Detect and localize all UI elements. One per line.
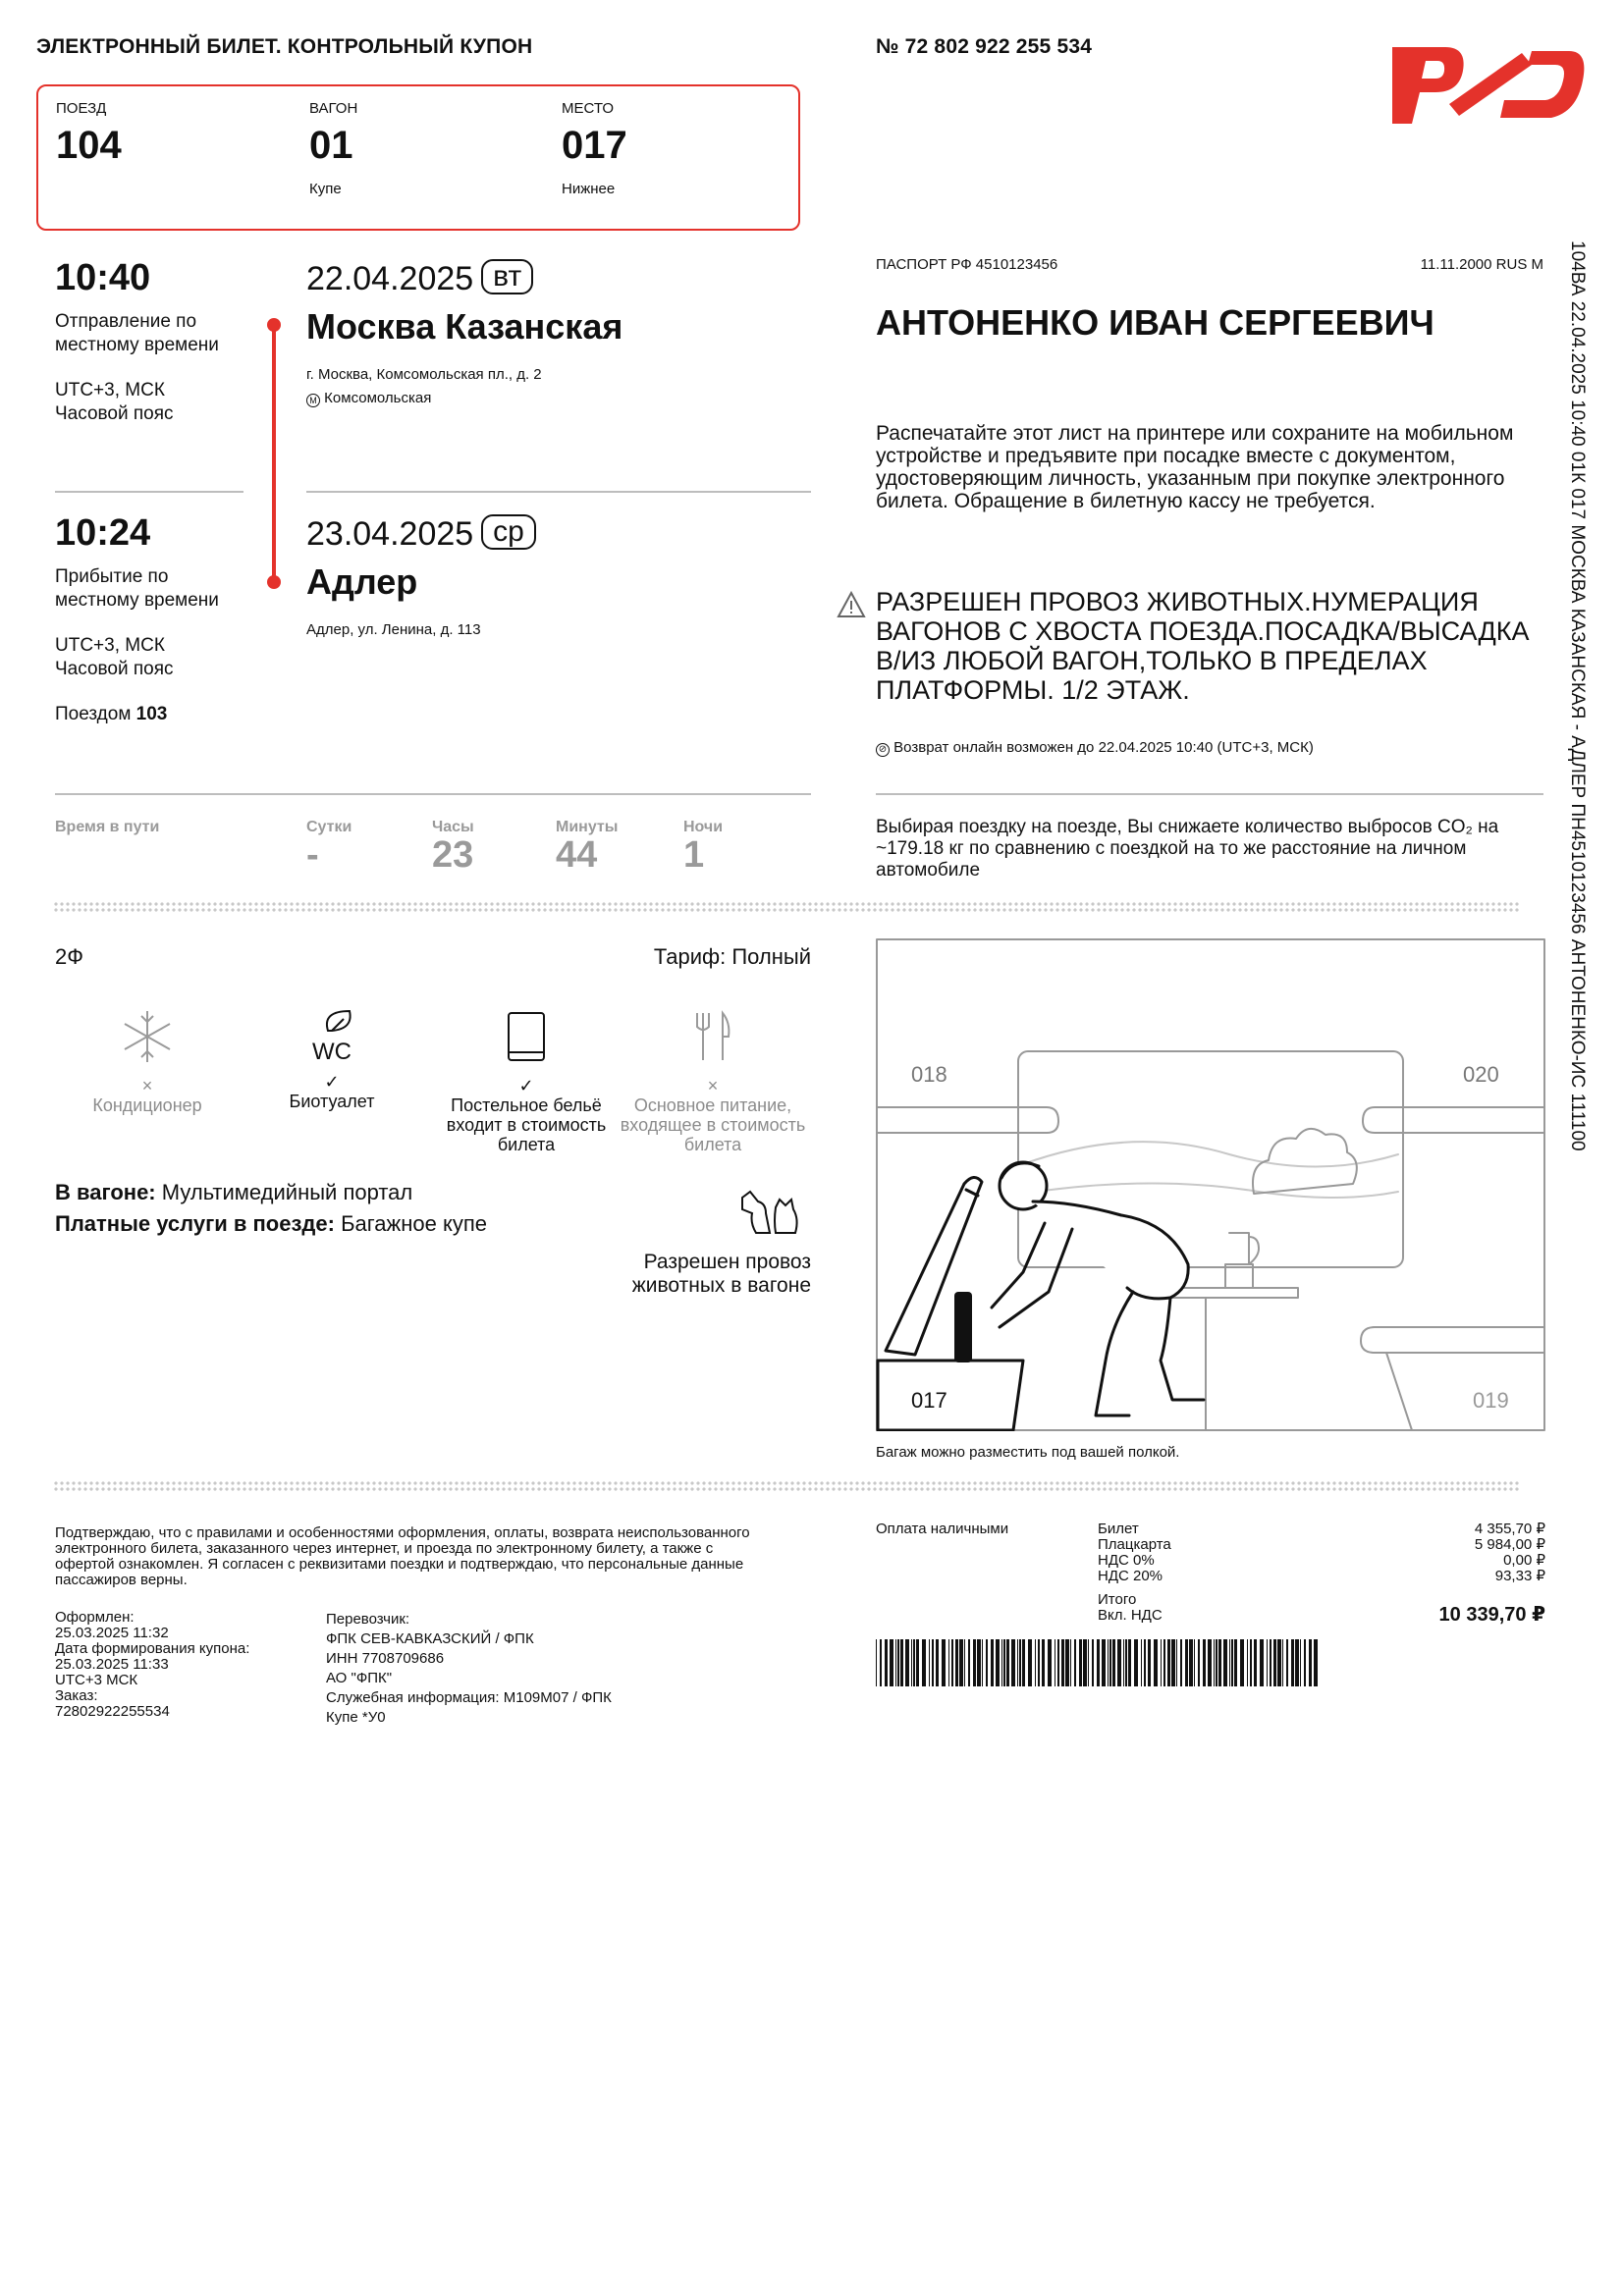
barcode-bar — [996, 1639, 1000, 1686]
barcode-bar — [1185, 1639, 1188, 1686]
refund-text: Возврат онлайн возможен до 22.04.2025 10:40 (UTC+3, МСК) — [893, 739, 1314, 756]
price-value: 0,00 ₽ — [1503, 1552, 1545, 1569]
issued-value: 25.03.2025 11:32 — [55, 1625, 169, 1641]
arrival-train-prefix: Поездом — [55, 704, 132, 724]
service-info: Служебная информация: М109М07 / ФПК — [326, 1689, 612, 1706]
barcode-bar — [1304, 1639, 1306, 1686]
total-label: Итого — [1098, 1591, 1137, 1608]
barcode-bar — [1231, 1639, 1233, 1686]
carrier-label: Перевозчик: — [326, 1611, 410, 1628]
amenity-label: Основное питание, входящее в стоимость билета — [620, 1095, 806, 1154]
barcode-bar — [1017, 1639, 1018, 1686]
duration-minutes: 44 — [556, 834, 598, 876]
divider — [876, 793, 1543, 795]
amenity-label: Постельное бельё входит в стоимость билета — [446, 1095, 607, 1154]
barcode-bar — [1083, 1639, 1087, 1686]
seat-number: 017 — [562, 124, 627, 167]
barcode-bar — [1042, 1639, 1045, 1686]
tariff: Тариф: Полный — [653, 944, 811, 969]
passenger-name: АНТОНЕНКО ИВАН СЕРГЕЕВИЧ — [876, 302, 1434, 343]
barcode-bar — [1011, 1639, 1015, 1686]
ticket-number: № 72 802 922 255 534 — [876, 35, 1093, 58]
warning-icon — [837, 591, 866, 618]
barcode-bar — [897, 1639, 899, 1686]
metro-icon: М — [306, 394, 320, 407]
barcode-bar — [1079, 1639, 1082, 1686]
departure-metro — [306, 389, 431, 408]
barcode-bar — [1270, 1639, 1271, 1686]
price-label: Билет — [1098, 1521, 1139, 1537]
amenity-label: Биотуалет — [289, 1092, 375, 1111]
barcode-bar — [1123, 1639, 1124, 1686]
barcode-bar — [955, 1639, 958, 1686]
barcode-bar — [1234, 1639, 1237, 1686]
barcode-bar — [1109, 1639, 1111, 1686]
compartment-illustration — [876, 938, 1545, 1431]
barcode-bar — [968, 1639, 970, 1686]
barcode-bar — [964, 1639, 965, 1686]
barcode-bar — [1189, 1639, 1193, 1686]
barcode-bar — [1223, 1639, 1227, 1686]
barcode-bar — [1028, 1639, 1032, 1686]
barcode-bar — [1171, 1639, 1175, 1686]
wc-text: WC — [312, 1039, 352, 1065]
barcode-bar — [986, 1639, 988, 1686]
amenity-label: Кондиционер — [92, 1095, 202, 1115]
barcode-bar — [1097, 1639, 1100, 1686]
price-label: НДС 0% — [1098, 1552, 1155, 1569]
price-labels — [1098, 1522, 1255, 1584]
arrival-train-number: 103 — [135, 704, 168, 724]
barcode-bar — [1125, 1639, 1127, 1686]
barcode-bar — [1229, 1639, 1230, 1686]
cutlery-icon — [615, 1007, 811, 1070]
arrival-time: 10:24 — [55, 512, 151, 554]
barcode-bar — [1065, 1639, 1069, 1686]
barcode-bar — [1180, 1639, 1182, 1686]
car-type: Купе — [309, 181, 342, 197]
barcode-bar — [1247, 1639, 1248, 1686]
amenity-mark: × — [141, 1076, 153, 1095]
barcode-bar — [951, 1639, 953, 1686]
car-code: Купе *У0 — [326, 1709, 386, 1726]
barcode-bar — [905, 1639, 909, 1686]
dotted-separator — [53, 901, 1519, 913]
barcode-bar — [1070, 1639, 1071, 1686]
barcode-bar — [1001, 1639, 1002, 1686]
departure-tz-label: Часовой пояс — [55, 403, 174, 424]
luggage-caption: Багаж можно разместить под вашей полкой. — [876, 1444, 1180, 1461]
duration-days: - — [306, 834, 319, 876]
warning-text: РАЗРЕШЕН ПРОВОЗ ЖИВОТНЫХ.НУМЕРАЦИЯ ВАГОНОВ С ХВОСТА ПОЕЗДА.ПОСАДКА/ВЫСАДКА В/ИЗ ЛЮБОЙ ВАГОН,ТОЛЬКО В ПРЕДЕЛАХ ПЛАТФОРМЫ. 1/2 ЭТАЖ. — [876, 587, 1530, 705]
arrival-note: Прибытие по местному времени — [55, 566, 219, 611]
passenger-document: ПАСПОРТ РФ 4510123456 — [876, 256, 1058, 273]
barcode-bar — [922, 1639, 926, 1686]
barcode-bar — [991, 1639, 994, 1686]
barcode-bar — [1291, 1639, 1294, 1686]
amenity-mark: ✓ — [324, 1072, 340, 1092]
carrier-info — [326, 1610, 719, 1728]
barcode-bar — [1216, 1639, 1217, 1686]
barcode-bar — [1214, 1639, 1215, 1686]
barcode-bar — [1277, 1639, 1281, 1686]
barcode-bar — [1161, 1639, 1162, 1686]
barcode-bar — [1148, 1639, 1151, 1686]
departure-address: г. Москва, Комсомольская пл., д. 2 — [306, 366, 542, 383]
seat-label: МЕСТО — [562, 100, 614, 117]
arrival-train — [55, 703, 167, 726]
barcode-bar — [1102, 1639, 1106, 1686]
barcode-bar — [1003, 1639, 1005, 1686]
barcode-bar — [1286, 1639, 1288, 1686]
barcode-bar — [1141, 1639, 1142, 1686]
arrival-date-row — [306, 514, 536, 554]
carrier-inn: ИНН 7708709686 — [326, 1650, 445, 1667]
order-label: Заказ: — [55, 1687, 98, 1704]
price-value: 4 355,70 ₽ — [1474, 1521, 1545, 1537]
arrival-tz-label: Часовой пояс — [55, 659, 174, 679]
barcode-bar — [1314, 1639, 1318, 1686]
barcode-bar — [1022, 1639, 1025, 1686]
refund-row — [876, 738, 1314, 758]
barcode-bar — [1203, 1639, 1206, 1686]
barcode-bar — [900, 1639, 903, 1686]
barcode-bar — [1167, 1639, 1170, 1686]
in-car-label: В вагоне: — [55, 1180, 156, 1204]
arrival-station: Адлер — [306, 561, 418, 602]
barcode-bar — [880, 1639, 882, 1686]
pets-allowed: Разрешен провоз животных в вагоне — [631, 1251, 811, 1297]
route-line — [272, 326, 276, 581]
barcode-bar — [890, 1639, 893, 1686]
paid-services-row — [55, 1211, 487, 1237]
barcode-bar — [1282, 1639, 1283, 1686]
barcode-bar — [1061, 1639, 1064, 1686]
duration-nights: 1 — [683, 834, 705, 876]
in-car-value: Мультимедийный портал — [161, 1180, 413, 1204]
pets-icon — [736, 1188, 807, 1243]
barcode-bar — [885, 1639, 888, 1686]
barcode-bar — [1208, 1639, 1212, 1686]
barcode-bar — [1154, 1639, 1158, 1686]
barcode-bar — [1048, 1639, 1052, 1686]
duration-label: Время в пути — [55, 819, 160, 835]
service-class: 2Ф — [55, 944, 83, 969]
barcode-bar — [1108, 1639, 1109, 1686]
barcode-bar — [1254, 1639, 1257, 1686]
formed-tz: UTC+3 МСК — [55, 1672, 138, 1688]
barcode-bar — [1198, 1639, 1200, 1686]
departure-station: Москва Казанская — [306, 306, 623, 347]
snowflake-icon — [49, 1007, 245, 1070]
barcode-bar — [1035, 1639, 1036, 1686]
car-label: ВАГОН — [309, 100, 358, 117]
departure-date: 22.04.2025 — [306, 260, 474, 297]
price-label: Плацкарта — [1098, 1536, 1171, 1553]
seat-019: 019 — [1473, 1388, 1509, 1413]
barcode-bar — [1240, 1639, 1244, 1686]
barcode-bar — [1117, 1639, 1121, 1686]
barcode-bar — [895, 1639, 896, 1686]
document-title: ЭЛЕКТРОННЫЙ БИЛЕТ. КОНТРОЛЬНЫЙ КУПОН — [36, 35, 533, 58]
barcode-bar — [942, 1639, 946, 1686]
order-value: 72802922255534 — [55, 1703, 170, 1720]
barcode-bar — [936, 1639, 939, 1686]
barcode-bar — [1074, 1639, 1076, 1686]
barcode-bar — [1250, 1639, 1252, 1686]
arrival-date: 23.04.2025 — [306, 515, 474, 553]
linen-icon — [428, 1007, 624, 1070]
arrival-tz: UTC+3, МСК — [55, 635, 165, 656]
amenity-meals — [615, 1007, 811, 1154]
barcode-bar — [1092, 1639, 1094, 1686]
train-number: 104 — [56, 124, 122, 167]
car-number: 01 — [309, 124, 353, 167]
arrival-dow: ср — [481, 514, 536, 550]
barcode-bar — [1309, 1639, 1312, 1686]
route-end-dot — [267, 575, 281, 589]
barcode-bar — [1218, 1639, 1221, 1686]
bio-toilet-icon — [302, 1007, 361, 1066]
vertical-ticket-code: 104ВА 22.04.2025 10:40 01К 017 МОСКВА КАЗАНСКАЯ - АДЛЕР ПН4510123456 АНТОНЕНКО-ИС 111100 — [1567, 240, 1588, 1151]
barcode-bar — [929, 1639, 930, 1686]
formed-label: Дата формирования купона: — [55, 1640, 250, 1657]
issued-label: Оформлен: — [55, 1609, 135, 1626]
divider — [55, 793, 811, 795]
seat-type: Нижнее — [562, 181, 616, 197]
duration-nights-label: Ночи — [683, 819, 724, 835]
departure-date-row — [306, 259, 533, 298]
passenger-details: 11.11.2000 RUS М — [1420, 256, 1543, 273]
barcode-bar — [1112, 1639, 1115, 1686]
paid-services-label: Платные услуги в поезде: — [55, 1211, 335, 1236]
barcode-bar — [982, 1639, 983, 1686]
amenity-mark: × — [707, 1076, 719, 1095]
price-value: 5 984,00 ₽ — [1474, 1536, 1545, 1553]
barcode-bar — [959, 1639, 963, 1686]
barcode-bar — [1163, 1639, 1165, 1686]
eco-text: Выбирая поездку на поезде, Вы снижаете количество выбросов CO₂ на ~179.18 кг по сравнению с поездкой на то же расстояние на личном автомобиле — [876, 817, 1499, 881]
barcode-bar — [1260, 1639, 1264, 1686]
barcode-bar — [973, 1639, 976, 1686]
barcode-bar — [1176, 1639, 1177, 1686]
barcode-bar — [932, 1639, 934, 1686]
amenity-linen — [428, 1007, 624, 1154]
barcode-bar — [1088, 1639, 1089, 1686]
payment-method: Оплата наличными — [876, 1521, 1009, 1537]
in-car-row — [55, 1180, 412, 1205]
barcode-bar — [911, 1639, 912, 1686]
barcode-bar — [1128, 1639, 1131, 1686]
price-value: 93,33 ₽ — [1494, 1568, 1545, 1584]
price-values — [1355, 1522, 1545, 1584]
duration-days-label: Сутки — [306, 819, 352, 835]
seat-020: 020 — [1463, 1062, 1499, 1087]
carrier-org: АО "ФПК" — [326, 1670, 393, 1686]
barcode-bar — [948, 1639, 949, 1686]
barcode-bar — [977, 1639, 981, 1686]
arrival-address: Адлер, ул. Ленина, д. 113 — [306, 621, 481, 638]
barcode-bar — [1300, 1639, 1301, 1686]
departure-note: Отправление по местному времени — [55, 311, 219, 355]
seat-017: 017 — [911, 1388, 947, 1413]
total-value: 10 339,70 ₽ — [1438, 1604, 1545, 1626]
metro-station: Комсомольская — [324, 390, 432, 406]
divider — [306, 491, 811, 493]
amenity-mark: ✓ — [518, 1076, 534, 1095]
dotted-separator — [53, 1480, 1519, 1492]
train-label: ПОЕЗД — [56, 100, 107, 117]
seat-018: 018 — [911, 1062, 947, 1087]
consent-text: Подтверждаю, что с правилами и особенностями оформления, оплаты, возврата неиспользованного электронного билета, заказанного через интернет, и проезда по электронному билету, а также с офертой ознакомлен. Я согласен с реквизитами поездки и подтверждаю, что персональные данные пассажиров верны. — [55, 1524, 750, 1588]
barcode-bar — [1057, 1639, 1059, 1686]
paid-services-value: Багажное купе — [341, 1211, 487, 1236]
refund-icon: ⊘ — [876, 743, 890, 757]
barcode-bar — [1267, 1639, 1268, 1686]
barcode-bar — [916, 1639, 919, 1686]
duration-hours: 23 — [432, 834, 474, 876]
barcode — [876, 1639, 1324, 1686]
barcode-bar — [1019, 1639, 1021, 1686]
barcode-bar — [913, 1639, 915, 1686]
barcode-bar — [1273, 1639, 1276, 1686]
barcode-bar — [1134, 1639, 1138, 1686]
issue-info — [55, 1610, 291, 1720]
duration-hours-label: Часы — [432, 819, 474, 835]
departure-dow: вт — [481, 259, 533, 294]
barcode-bar — [876, 1639, 877, 1686]
barcode-bar — [1295, 1639, 1299, 1686]
total-sublabel: Вкл. НДС — [1098, 1607, 1163, 1624]
barcode-bar — [1144, 1639, 1146, 1686]
rzd-logo — [1384, 35, 1591, 128]
departure-tz: UTC+3, МСК — [55, 380, 165, 400]
amenity-ac — [49, 1007, 245, 1115]
formed-value: 25.03.2025 11:33 — [55, 1656, 169, 1673]
amenity-toilet — [234, 1007, 430, 1111]
barcode-bar — [1038, 1639, 1040, 1686]
price-label: НДС 20% — [1098, 1568, 1163, 1584]
instructions: Распечатайте этот лист на принтере или сохраните на мобильном устройстве и предъявите при посадке вместе с документом, удостоверяющим личность, указанным при покупке электронного билета. Обращение в билетную кассу не требуется. — [876, 422, 1514, 512]
barcode-bar — [1006, 1639, 1009, 1686]
barcode-bar — [1194, 1639, 1195, 1686]
duration-minutes-label: Минуты — [556, 819, 619, 835]
carrier-value: ФПК СЕВ-КАВКАЗСКИЙ / ФПК — [326, 1630, 534, 1647]
departure-time: 10:40 — [55, 257, 151, 298]
divider — [55, 491, 243, 493]
ticket-info-box — [36, 84, 800, 231]
